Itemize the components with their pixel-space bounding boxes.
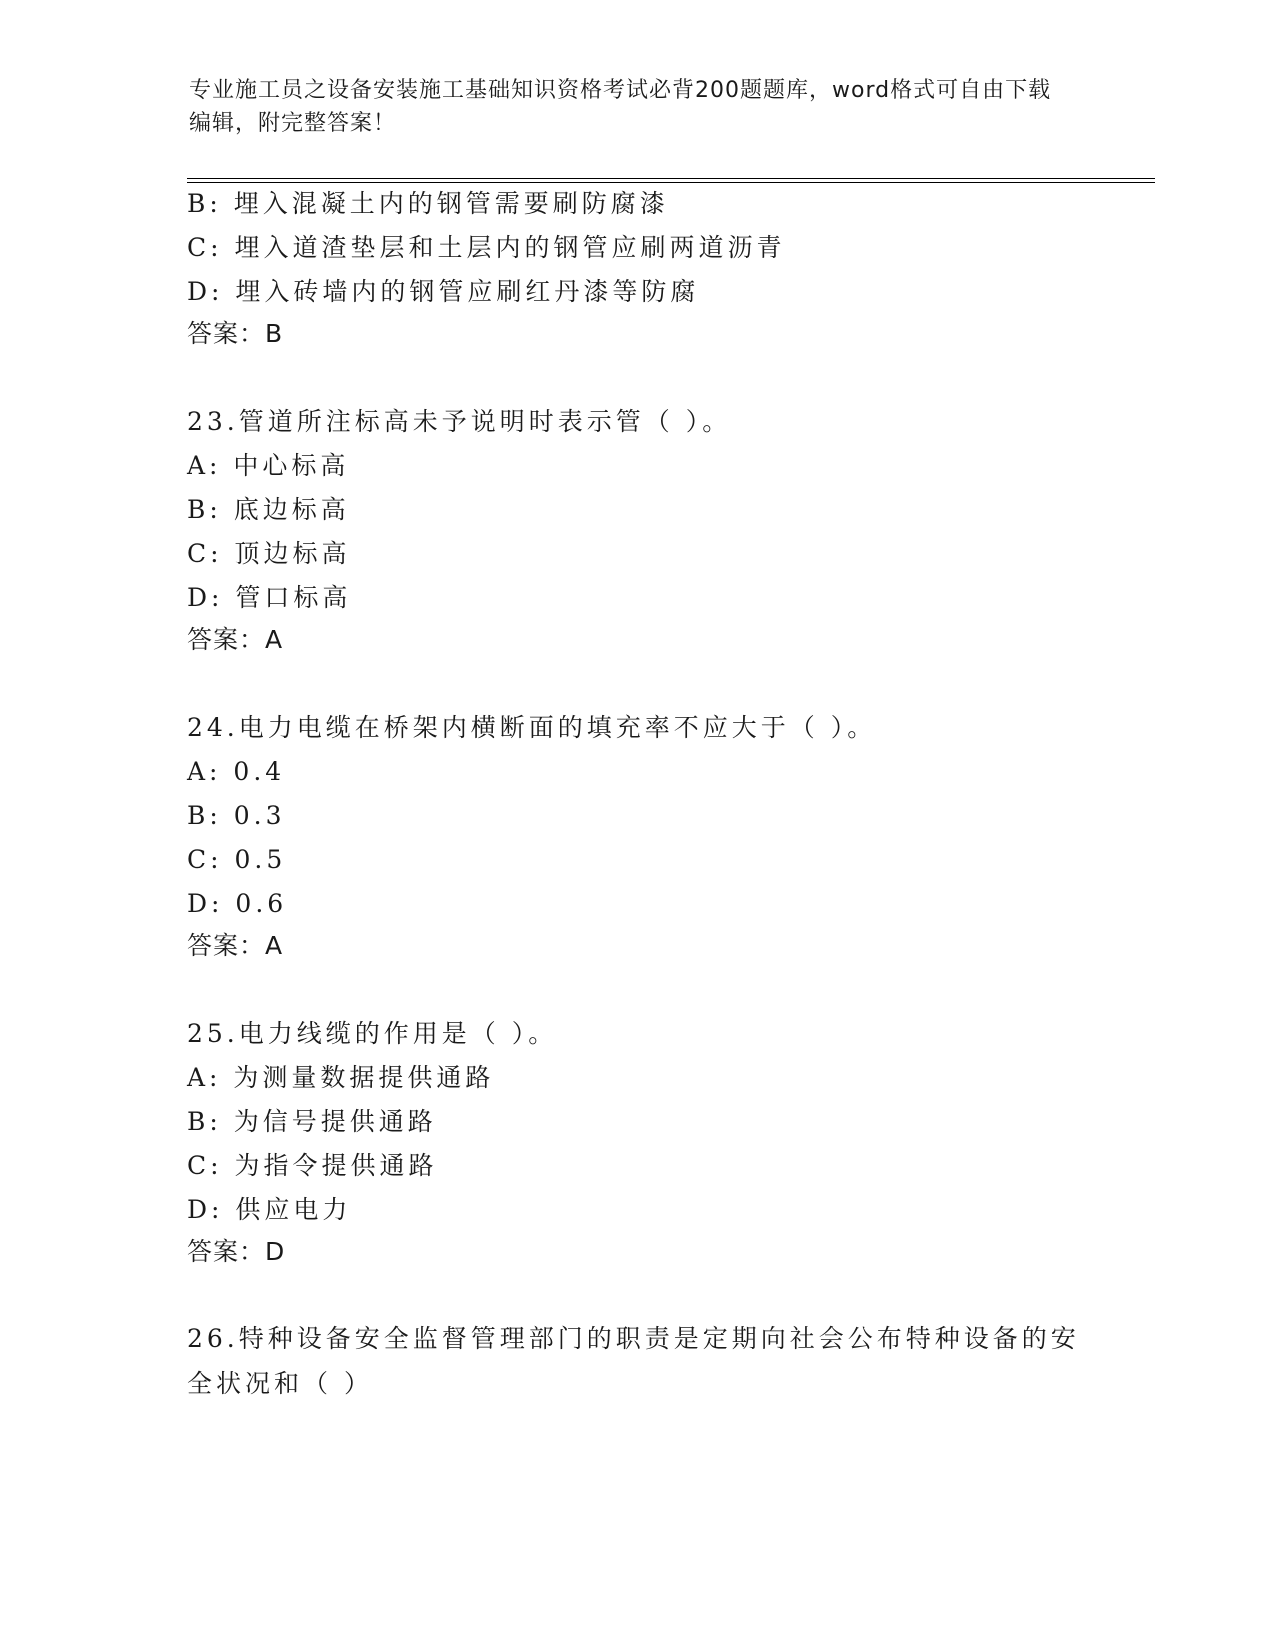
header-rule-bottom [187,182,1155,183]
option-b: B: 底边标高 [187,495,350,524]
answer-line: 答案：D [187,1237,286,1266]
answer-line: 答案：A [187,625,284,654]
question-stem: 24.电力电缆在桥架内横断面的填充率不应大于（ ）。 [187,713,877,742]
option-d: D: 0.6 [187,889,288,918]
question-stem: 25.电力线缆的作用是（ ）。 [187,1019,558,1048]
option-d: D: 管口标高 [187,583,352,612]
option-a: A: 为测量数据提供通路 [187,1063,495,1092]
option-b: B: 为信号提供通路 [187,1107,437,1136]
answer-line: 答案：B [187,319,284,348]
option-d: D: 埋入砖墙内的钢管应刷红丹漆等防腐 [187,277,700,306]
option-c: C: 埋入道渣垫层和土层内的钢管应刷两道沥青 [187,233,786,262]
answer-line: 答案：A [187,931,284,960]
option-c: C: 为指令提供通路 [187,1151,438,1180]
option-a: A: 0.4 [187,757,286,786]
question-stem: 26.特种设备安全监督管理部门的职责是定期向社会公布特种设备的安全状况和（ ） [187,1324,1080,1398]
header-rule-top [187,178,1155,179]
document-header: 专业施工员之设备安装施工基础知识资格考试必背200题题库，word格式可自由下载编辑，附完整答案！ [189,78,1052,136]
option-d: D: 供应电力 [187,1195,352,1224]
option-c: C: 顶边标高 [187,539,351,568]
option-c: C: 0.5 [187,845,287,874]
option-b: B: 埋入混凝土内的钢管需要刷防腐漆 [187,189,669,218]
option-a: A: 中心标高 [187,451,350,480]
question-stem: 23.管道所注标高未予说明时表示管（ ）。 [187,407,732,436]
option-b: B: 0.3 [187,801,286,830]
